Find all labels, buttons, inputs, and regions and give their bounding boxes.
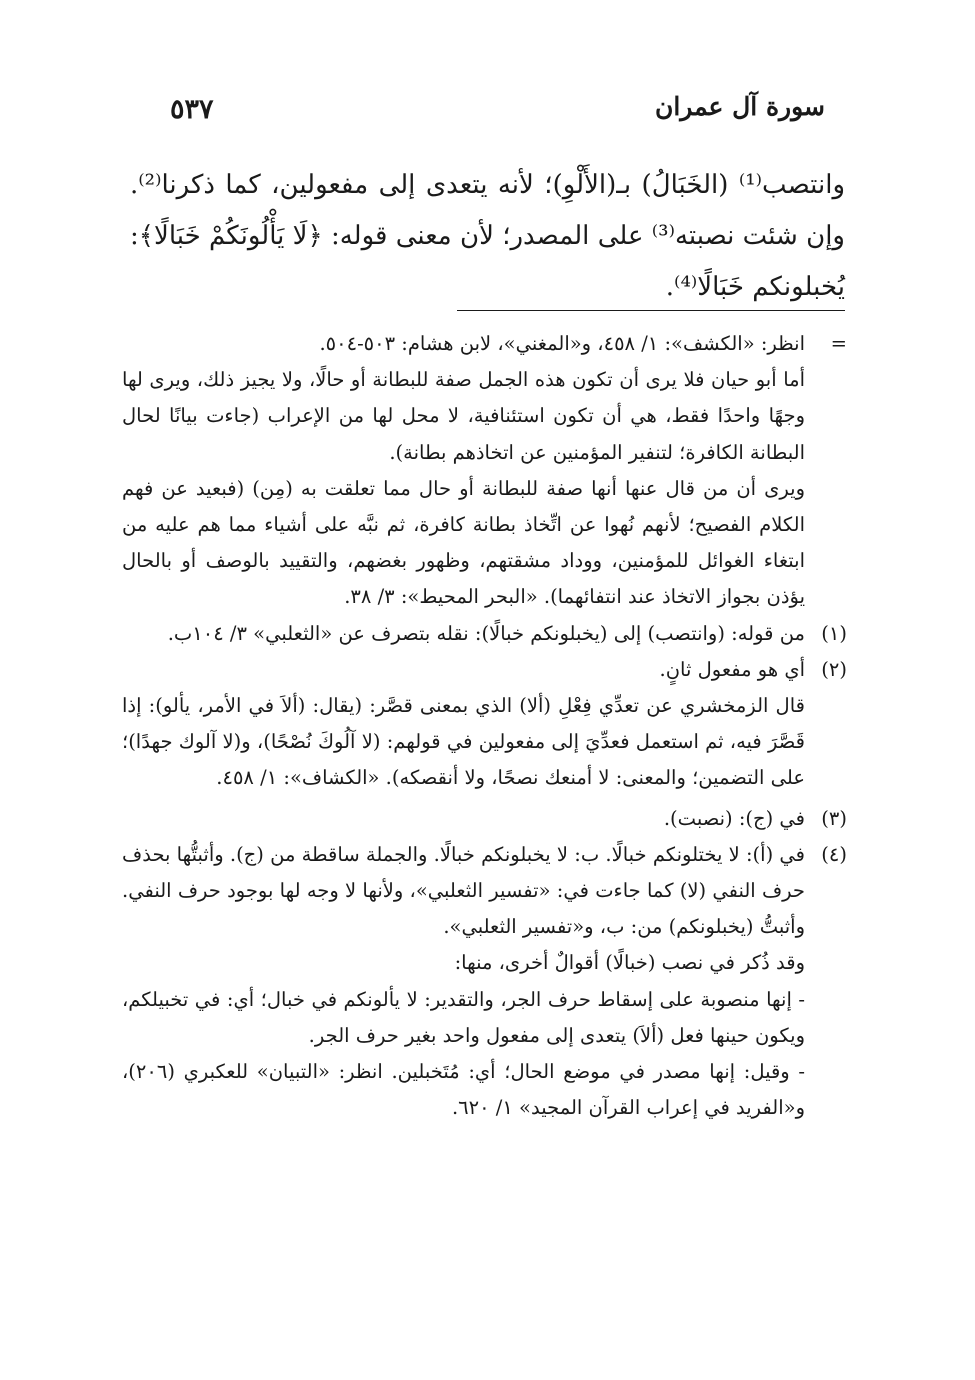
footnote-body	[122, 837, 805, 1127]
footnote-line: من قوله: (وانتصب) إلى (يخبلونكم خبالًا): نقله بتصرف عن «الثعلبي» ٣/ ١٠٤ب.	[167, 621, 805, 645]
footnote-body	[122, 616, 805, 652]
footnote-marker: (٣)	[821, 806, 847, 830]
footnote-line: انظر: «الكشف»: ١/ ٤٥٨، و«المغني»، لابن هشام: ٥٠٣-٥٠٤.	[319, 332, 805, 355]
page-header	[160, 92, 825, 132]
main-paragraph: وانتصب⁽¹⁾ (الخَبَالُ) بـ(الأَلْوِ)؛ لأنه يتعدى إلى مفعولين، كما ذكرنا⁽²⁾. وإن شئت نصبته⁽³⁾ على المصدر؛ لأن معنى قوله: ﴿لَا يَأْلُونَكُمْ خَبَالًا﴾: يُخبلونكم خَبَالًا⁽⁴⁾.	[130, 170, 845, 302]
footnote-continuation	[122, 326, 847, 616]
footnote-line: في (أ): لا يختلونكم خبالًا. ب: لا يخبلونكم خبالًا. والجملة ساقطة من (ج). وأثبتُّها بحذف حرف النفي (لا) كما جاءت في: «تفسير الثعلبي»، ولأنها لا وجه لها بوجود حرف النفي. وأثبتُّ (يخبلونكم) من: ب، و«تفسير الثعلبي».	[122, 842, 805, 939]
footnote-separator	[457, 310, 845, 311]
footnote-4	[122, 837, 847, 1127]
main-text	[130, 160, 845, 313]
footnote-marker: =	[830, 332, 847, 355]
footnote-body	[122, 652, 805, 797]
footnote-2	[122, 652, 847, 797]
footnote-line: أما أبو حيان فلا يرى أن تكون هذه الجمل صفة للبطانة أو حالًا، ولا يجيز ذلك، ويرى لها وجهًا واحدًا فقط، هي أن تكون استئنافية، لا محل لها من الإعراب (جاءت بيانًا لحال البطانة الكافرة؛ لتنفير المؤمنين عن اتخاذهم بطانة).	[122, 368, 805, 464]
footnote-line: أي هو مفعول ثانٍ.	[659, 657, 805, 681]
footnote-marker: (٢)	[821, 657, 847, 681]
footnote-line: قال الزمخشري عن تعدِّي فِعْلِ (ألا) الذي بمعنى قصَّر: (يقال: (ألاَ في الأمر، يألو): إذا قَصَّرَ فيه، ثم استعمل فعدِّيَ إلى مفعولين في قولهم: (لا آلُوكَ نُصْحًا)، و(لا آلوك جهدًا)؛ على التضمين؛ والمعنى: لا أمنعك نصحًا، ولا أنقصكه). «الكشاف»: ١/ ٤٥٨.	[122, 694, 805, 790]
footnote-line: وقد ذُكر في نصب (خبالًا) أقوالٌ أخرى، منها:	[454, 951, 805, 975]
footnote-line: في (ج): (نصبت).	[663, 806, 805, 830]
footnote-3	[122, 801, 847, 837]
footnote-line: ويرى أن من قال عنها أنها صفة للبطانة أو حال مما تعلقت به (مِن) (فبعيد عن فهم الكلام الفصيح؛ لأنهم نُهوا عن اتِّخاذ بطانة كافرة، ثم نبَّه على أشياء مما هم عليه من ابتغاء الغوائل للمؤمنين، ووداد مشقتهم، وظهور بغضهم، والتقييد بالوصف أو بالحال يؤذن بجواز الاتخاذ عند انتفائهما). «البحر المحيط»: ٣/ ٣٨.	[122, 476, 805, 609]
footnote-1	[122, 616, 847, 652]
footnote-marker: (٤)	[821, 842, 847, 866]
footnote-marker: (١)	[821, 621, 847, 645]
footnotes	[122, 326, 847, 1126]
page-number: ٥٣٧	[170, 94, 214, 125]
footnote-body	[122, 326, 805, 616]
footnote-body	[122, 801, 805, 837]
running-title: سورة آل عمران	[654, 92, 825, 121]
footnote-line: - إنها منصوبة على إسقاط حرف الجر، والتقدير: لا يألونكم في خبال؛ أي: في تخبيلكم، ويكون حينها فعل (ألاَ) يتعدى إلى مفعول واحد بغير حرف الجر.	[122, 987, 805, 1047]
footnote-line: - وقيل: إنها مصدر في موضع الحال؛ أي: مُتَخبلين. انظر: «التبيان» للعكبري (٢٠٦)، و«الفريد في إعراب القرآن المجيد» ١/ ٦٢٠.	[122, 1060, 805, 1120]
